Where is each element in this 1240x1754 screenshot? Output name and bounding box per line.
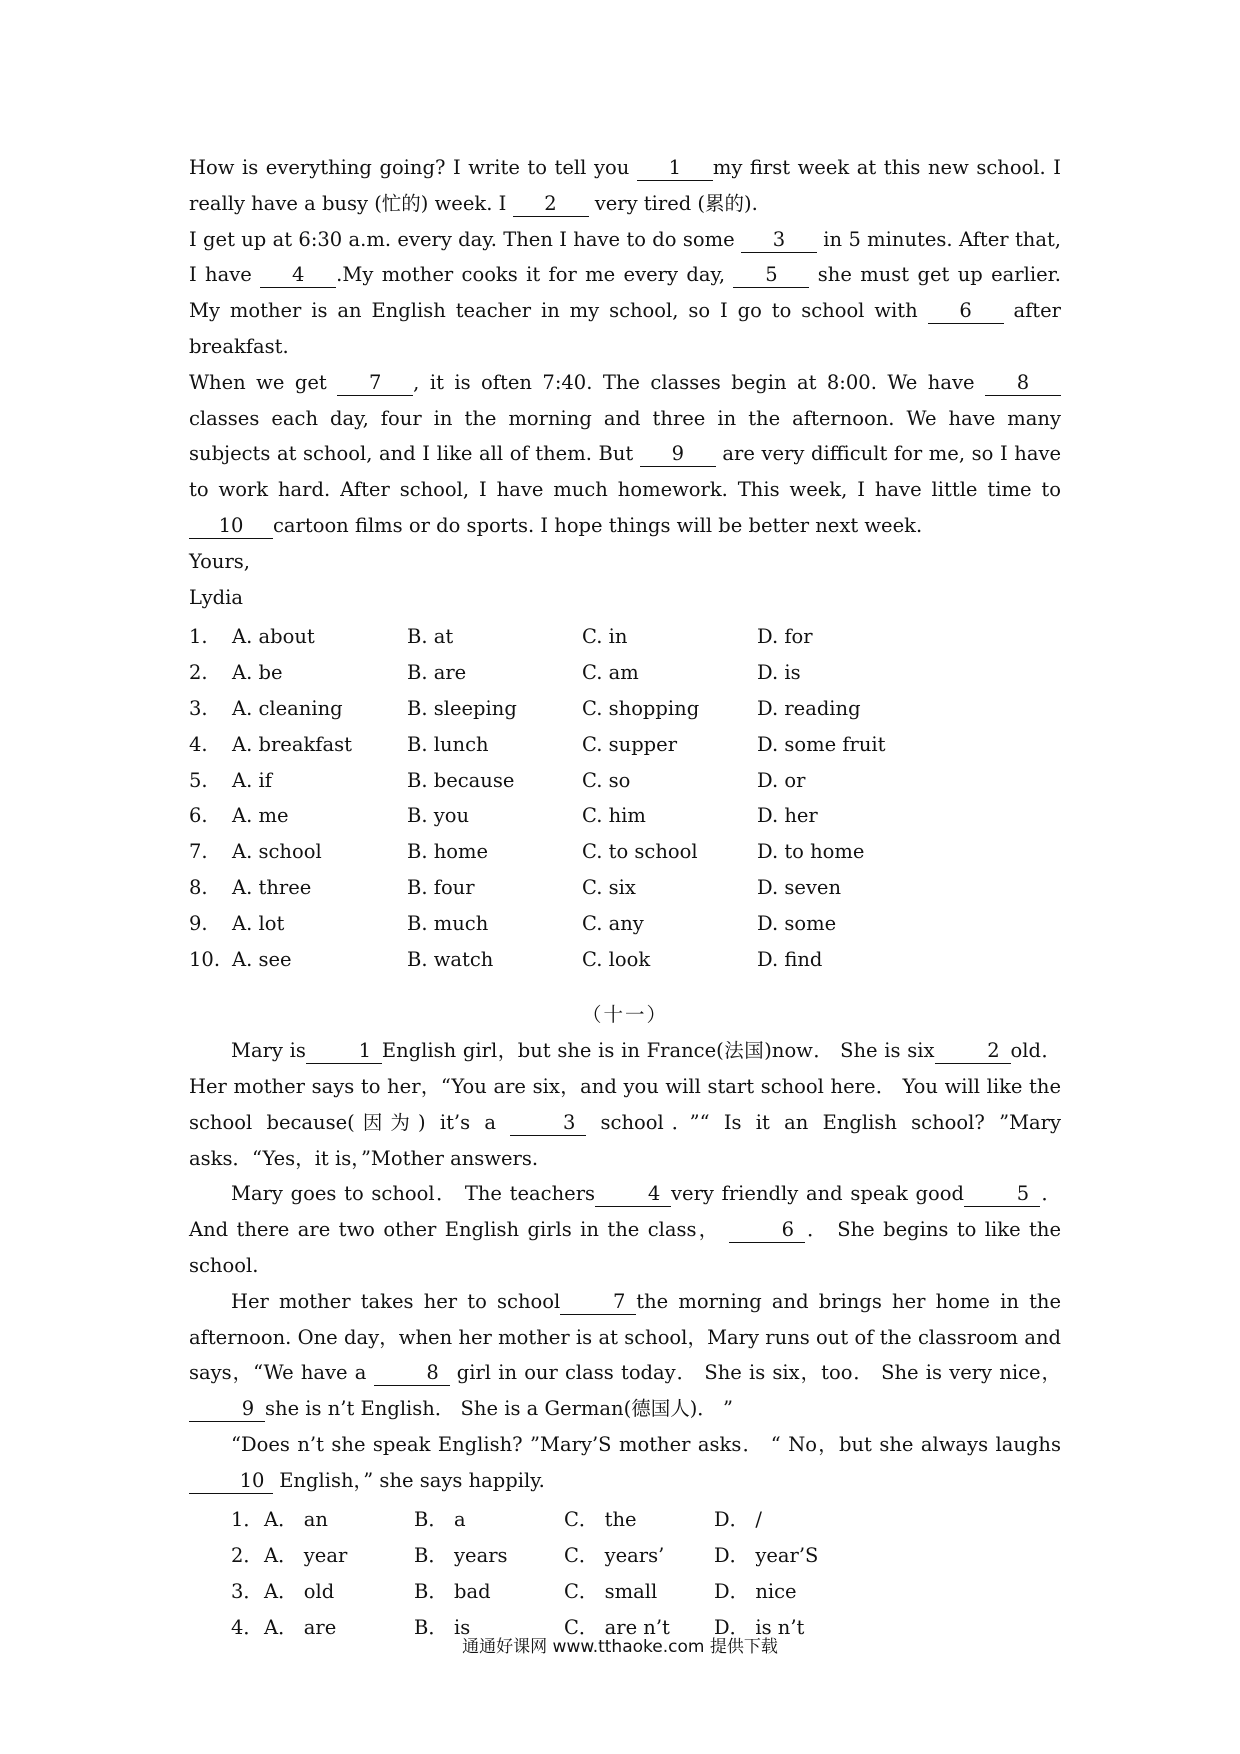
answer-option: B. four bbox=[407, 875, 475, 899]
answer-blank: 3 bbox=[510, 1111, 586, 1136]
answer-option: B. home bbox=[407, 840, 489, 864]
answer-blank: 7 bbox=[337, 371, 413, 396]
answer-option: A． are bbox=[264, 1615, 337, 1639]
question-row bbox=[189, 691, 1061, 727]
answer-blank: 2 bbox=[513, 192, 589, 217]
question-number: 1． bbox=[231, 1508, 263, 1532]
question-row bbox=[189, 834, 1061, 870]
answer-option: C. him bbox=[582, 804, 646, 828]
answer-option: B． bad bbox=[414, 1580, 491, 1604]
answer-option: A. three bbox=[232, 875, 312, 899]
answer-blank: 8 bbox=[985, 371, 1061, 396]
paragraph: “Does n’t she speak English? ”Mary’S mother asks． “ No，but she always laughs10 English，” she says happily. bbox=[189, 1427, 1061, 1499]
answer-option: D. to home bbox=[757, 840, 865, 864]
answer-option: C. in bbox=[582, 625, 628, 649]
answer-option: B. you bbox=[407, 804, 470, 828]
question-number: 6. bbox=[189, 804, 208, 828]
answer-option: B. watch bbox=[407, 947, 494, 971]
question-row bbox=[189, 1538, 1061, 1574]
answer-option: D． year’S bbox=[714, 1544, 819, 1568]
answer-option: A. cleaning bbox=[232, 696, 343, 720]
question-row bbox=[189, 619, 1061, 655]
answer-option: C． are n’t bbox=[564, 1615, 670, 1639]
answer-option: C． years’ bbox=[564, 1544, 665, 1568]
answer-blank: 7 bbox=[560, 1290, 636, 1315]
answer-option: D. is bbox=[757, 661, 801, 685]
question-row bbox=[189, 906, 1061, 942]
answer-option: A. lot bbox=[232, 911, 285, 935]
paragraph: I get up at 6:30 a.m. every day. Then I have to do some 3 in 5 minutes. After that, I have 4 .My mother cooks it for me every day, 5 she must get up earlier. My mother is an English teacher in my school, so I go to school with 6 after breakfast. bbox=[189, 227, 1061, 358]
answer-option: B. lunch bbox=[407, 732, 489, 756]
answer-option: C. supper bbox=[582, 732, 678, 756]
answer-option: C. am bbox=[582, 661, 639, 685]
answer-blank: 5 bbox=[964, 1182, 1040, 1207]
question-row bbox=[189, 798, 1061, 834]
question-row bbox=[189, 727, 1061, 763]
answer-blank: 5 bbox=[733, 263, 809, 288]
paragraph: How is everything going? I write to tell you 1 my first week at this new school. I really have a busy (忙的) week. I 2 very tired (累的). bbox=[189, 156, 1061, 215]
answer-blank: 1 bbox=[306, 1039, 382, 1064]
letter-signature: Lydia bbox=[189, 585, 243, 609]
answer-option: B． is bbox=[414, 1615, 471, 1639]
page-footer: 通通好课网 www.tthaoke.com 提供下载 bbox=[462, 1637, 778, 1657]
answer-option: B. sleeping bbox=[407, 696, 517, 720]
answer-option: D． / bbox=[714, 1508, 762, 1532]
passage-two bbox=[189, 1033, 1061, 1498]
answer-option: B. much bbox=[407, 911, 489, 935]
paragraph: Her mother takes her to school 7 the morning and brings her home in the afternoon. One day，when her mother is at school，Mary runs out of the classroom and says，“We have a 8 girl in our class today． She is six，too． She is very nice， 9 she is n’t English． She is a German(德国人)． ” bbox=[189, 1289, 1062, 1421]
answer-option: A. me bbox=[232, 804, 289, 828]
question-row bbox=[189, 655, 1061, 691]
answer-option: B. because bbox=[407, 768, 515, 792]
answer-blank: 9 bbox=[640, 442, 716, 467]
question-number: 2． bbox=[231, 1544, 263, 1568]
answer-option: C. shopping bbox=[582, 696, 700, 720]
answer-blank: 10 bbox=[189, 514, 273, 539]
answer-blank: 6 bbox=[729, 1218, 805, 1243]
question-list-one bbox=[189, 619, 1061, 977]
answer-option: C. to school bbox=[582, 840, 698, 864]
answer-option: B. are bbox=[407, 661, 467, 685]
question-row bbox=[189, 1502, 1061, 1538]
question-number: 4． bbox=[231, 1615, 263, 1639]
answer-blank: 4 bbox=[595, 1182, 671, 1207]
answer-option: D. seven bbox=[757, 875, 841, 899]
question-list-two bbox=[189, 1502, 1061, 1645]
answer-option: A. breakfast bbox=[232, 732, 352, 756]
answer-option: C. six bbox=[582, 875, 636, 899]
question-number: 10. bbox=[189, 947, 221, 971]
answer-option: A. if bbox=[232, 768, 272, 792]
answer-option: B． years bbox=[414, 1544, 508, 1568]
answer-blank: 8 bbox=[374, 1361, 450, 1386]
question-number: 9. bbox=[189, 911, 208, 935]
answer-blank: 10 bbox=[189, 1469, 273, 1494]
answer-option: D. find bbox=[757, 947, 823, 971]
question-row bbox=[189, 942, 1061, 978]
question-number: 8. bbox=[189, 875, 208, 899]
document-content bbox=[189, 150, 1061, 1646]
section-title: （十一） bbox=[581, 1003, 668, 1027]
answer-blank: 3 bbox=[741, 228, 817, 253]
answer-option: C． the bbox=[564, 1508, 637, 1532]
answer-option: A. school bbox=[232, 840, 322, 864]
answer-option: D. or bbox=[757, 768, 806, 792]
question-number: 2. bbox=[189, 661, 208, 685]
answer-option: A. be bbox=[232, 661, 283, 685]
paragraph: Mary goes to school． The teachers 4 very friendly and speak good 5 ． And there are two other English girls in the class， 6 ． She begins to like the school. bbox=[189, 1182, 1061, 1277]
answer-blank: 4 bbox=[260, 263, 336, 288]
question-number: 3． bbox=[231, 1580, 263, 1604]
answer-blank: 2 bbox=[935, 1039, 1011, 1064]
answer-option: D. some fruit bbox=[757, 732, 886, 756]
paragraph: When we get 7 , it is often 7:40. The classes begin at 8:00. We have 8 classes each day, four in the morning and three in the afternoon. We have many subjects at school, and I like all of them. But 9 are very difficult for me, so I have to work hard. After school, I have much homework. This week, I have little time to 10 cartoon films or do sports. I hope things will be better next week. bbox=[189, 370, 1062, 537]
answer-option: D． nice bbox=[714, 1580, 797, 1604]
answer-option: C. look bbox=[582, 947, 651, 971]
answer-option: D. for bbox=[757, 625, 813, 649]
passage-one bbox=[189, 150, 1061, 544]
answer-blank: 6 bbox=[928, 299, 1004, 324]
answer-option: B． a bbox=[414, 1508, 466, 1532]
answer-blank: 1 bbox=[637, 156, 713, 181]
question-number: 7. bbox=[189, 840, 208, 864]
question-row bbox=[189, 763, 1061, 799]
answer-option: D. some bbox=[757, 911, 837, 935]
answer-option: A． an bbox=[264, 1508, 328, 1532]
answer-option: C． small bbox=[564, 1580, 658, 1604]
question-row bbox=[189, 1574, 1061, 1610]
answer-option: C. so bbox=[582, 768, 631, 792]
paragraph: Mary is 1 English girl，but she is in France(法国)now． She is six 2 old． Her mother says to her，“You are six，and you will start school here． You will like the school because(因为) it’s a 3 school．”“ Is it an English school? ”Mary asks．“Yes，it is，”Mother answers. bbox=[189, 1039, 1061, 1170]
answer-option: B. at bbox=[407, 625, 454, 649]
answer-option: D. reading bbox=[757, 696, 861, 720]
answer-option: A. see bbox=[232, 947, 292, 971]
question-number: 1. bbox=[189, 625, 208, 649]
answer-option: A． year bbox=[264, 1544, 348, 1568]
question-row bbox=[189, 870, 1061, 906]
answer-option: A. about bbox=[232, 625, 315, 649]
answer-option: A． old bbox=[264, 1580, 335, 1604]
answer-blank: 9 bbox=[189, 1397, 265, 1422]
answer-option: D． is n’t bbox=[714, 1615, 805, 1639]
question-number: 5. bbox=[189, 768, 208, 792]
answer-option: C. any bbox=[582, 911, 644, 935]
question-number: 3. bbox=[189, 696, 208, 720]
answer-option: D. her bbox=[757, 804, 818, 828]
letter-closing: Yours, bbox=[189, 549, 251, 573]
question-number: 4. bbox=[189, 732, 208, 756]
